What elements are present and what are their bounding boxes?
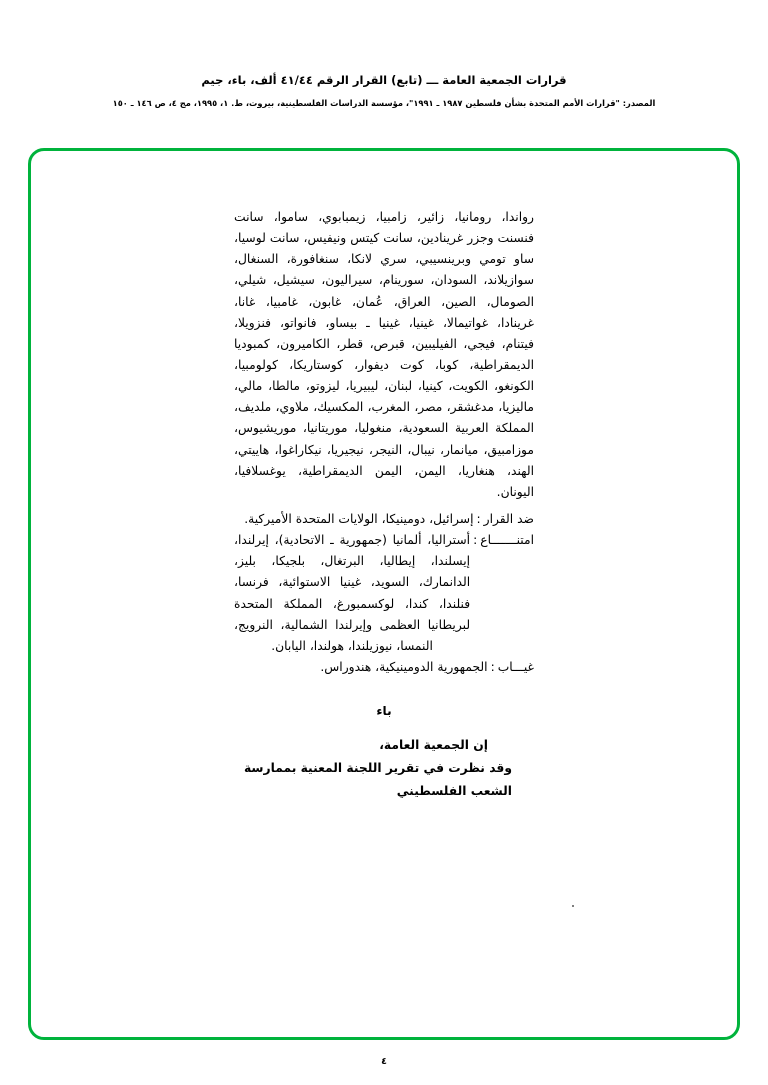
- ink-mark: [572, 905, 574, 907]
- text-column: [234, 207, 534, 802]
- vote-separator-abstain: :: [473, 533, 478, 548]
- vote-row-against: [234, 509, 534, 530]
- vote-label-against: ضد القرار: [483, 511, 534, 526]
- country-list-paragraph: [234, 207, 534, 503]
- assembly-line-2: وقد نظرت في تقرير اللجنة المعنية بممارسة الشعب الفلسطيني: [243, 760, 512, 798]
- country-list-text: رواندا، رومانيا، زائير، زامبيا، زيمبابوي، ساموا، سانت فنسنت وجزر غرينادين، سانت كيتس ونيفيس، سانت لوسيا، ساو تومي وبرينسيبي، سري لانكا، سنغافورة، السنغال، سوازيلاند، السودان، سورينام، سيراليون، سيشيل، شيلي، الصومال، الصين، العراق، عُمان، غابون، غامبيا، غانا، غرينادا، غواتيمالا، غينيا، غينيا ـ بيساو، فانواتو، فنزويلا، فيتنام، فيجي، الفيليبين، قبرص، قطر، الكاميرون، كمبوديا الديمقراطية، كوبا، كوت ديفوار، كوستاريكا، كولومبيا، الكونغو، الكويت، كينيا، لبنان، ليبيريا، ليزوتو، مالطا، مالي، ماليزيا، مدغشقر، مصر، المغرب، المكسيك، ملاوي، ملديف، المملكة العربية السعودية، منغوليا، موريتانيا، موريشيوس، موزامبيق، ميانمار، نيبال، النيجر، نيجيريا، نيكاراغوا، هاييتي، الهند، هنغاريا، اليمن، اليمن الديمقراطية، يوغسلافيا،: [234, 210, 534, 478]
- vote-separator-against: :: [476, 511, 481, 526]
- page-number: ٤: [381, 1056, 387, 1067]
- vote-label-absent: غيـــاب: [497, 659, 534, 674]
- assembly-line-1: إن الجمعية العامة،: [379, 738, 488, 753]
- vote-text-abstain: [234, 530, 470, 657]
- page-title: قرارات الجمعية العامة ـــ (تابع) القرار الرقم ٤١/٤٤ ألف، باء، جيم: [201, 73, 567, 87]
- vote-row-absent: [234, 657, 534, 678]
- country-list-last-line: اليونان.: [496, 484, 534, 499]
- page-header: [0, 0, 768, 110]
- content-frame: [28, 148, 740, 1040]
- vote-row-abstain: [234, 530, 534, 657]
- assembly-preamble: [234, 734, 534, 802]
- content-frame-inner: [31, 151, 737, 1037]
- vote-label-abstain: امتنـــــــاع: [480, 533, 534, 548]
- vote-separator-absent: :: [490, 659, 495, 674]
- vote-text-abstain-main: أستراليا، ألمانيا (جمهورية ـ الاتحادية)، إيرلندا، إيسلندا، إيطاليا، البرتغال، بلجيكا، بليز، الدانمارك، السويد، غينيا الاستوائية، فرنسا، فنلندا، كندا، لوكسمبورغ، المملكة المتحدة لبريطانيا العظمى وإيرلندا الشمالية، النرويج،: [234, 533, 471, 632]
- vote-text-absent: الجمهورية الدومينيكية، هندوراس.: [320, 659, 488, 674]
- source-line: المصدر: "قرارات الأمم المتحدة بشأن فلسطين ١٩٨٧ ـ ١٩٩١"، مؤسسة الدراسات الفلسطينية، بيروت، ط. ١، ١٩٩٥، مج ٤، ص ١٤٦ ـ ١٥٠: [112, 98, 656, 109]
- section-letter-heading: باء: [376, 704, 392, 719]
- vote-text-abstain-last-line: النمسا، نيوزيلندا، هولندا، اليابان.: [271, 638, 433, 653]
- vote-text-against: إسرائيل، دومينيكا، الولايات المتحدة الأميركية.: [244, 511, 474, 526]
- vote-breakdown: [234, 509, 534, 678]
